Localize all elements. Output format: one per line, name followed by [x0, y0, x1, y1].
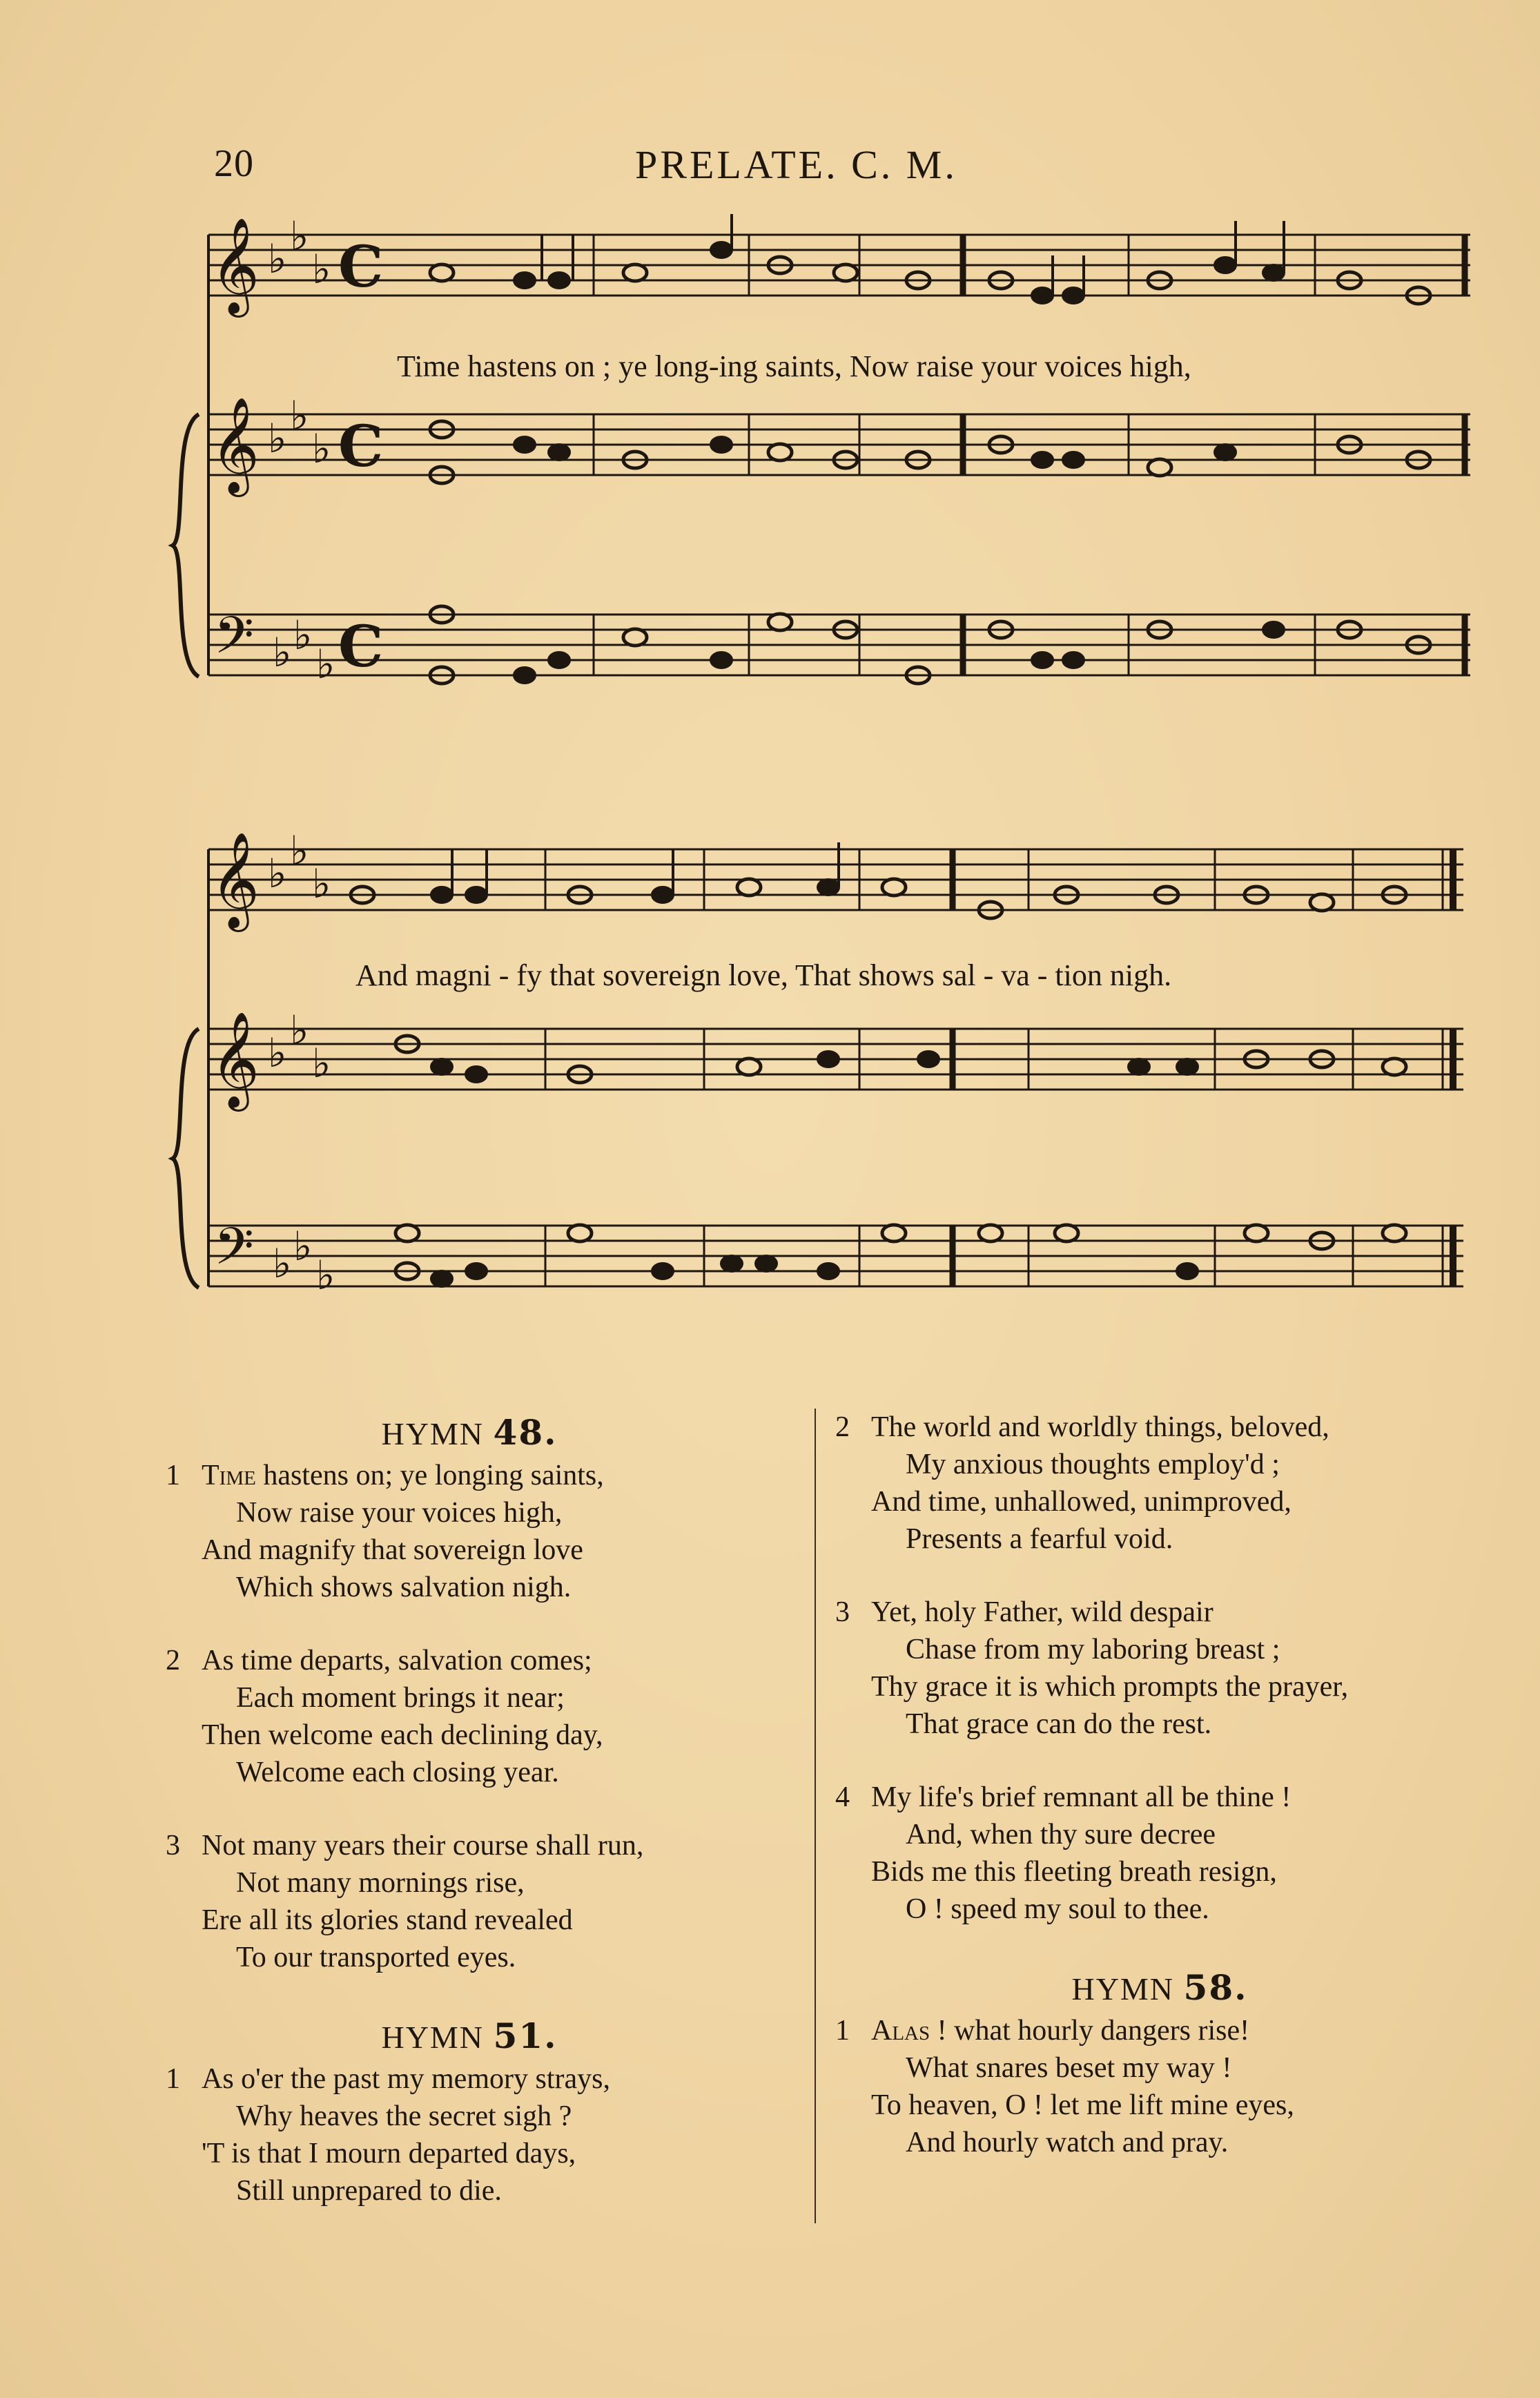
score-system-1 — [0, 207, 1540, 760]
svg-text:C: C — [338, 414, 384, 480]
music-system-2 — [0, 822, 1540, 1388]
svg-text:♭: ♭ — [290, 827, 309, 874]
svg-text:♭: ♭ — [312, 246, 331, 293]
hymn-58-stanza-1: 1 Alas ! what hourly dangers rise! What snares beset my way ! To heaven, O ! let me lift mine eyes, And hourly watch and pray. — [835, 2015, 1294, 2158]
svg-text:♭: ♭ — [268, 850, 287, 897]
svg-text:♭: ♭ — [293, 612, 313, 659]
svg-text:♭: ♭ — [268, 235, 287, 282]
svg-text:♭: ♭ — [316, 1252, 335, 1299]
treble-clef-icon: 𝄞 — [211, 832, 260, 928]
treble-clef-icon: 𝄞 — [211, 397, 260, 493]
svg-text:♭: ♭ — [312, 860, 331, 907]
page-header — [207, 142, 1477, 204]
right-column — [828, 1409, 1491, 2197]
hymn-48-stanza-2: 2 As time departs, salvation comes; Each moment brings it near; Then welcome each declining day, Welcome each closing year. — [166, 1645, 603, 1788]
lyric-line-1: Time hastens on ; ye long-ing saints, Now raise your voices high, — [397, 349, 1191, 383]
left-column — [159, 1409, 780, 2245]
svg-text:♭: ♭ — [268, 1029, 287, 1076]
hymn-48-stanza-1: 1 Time hastens on; ye longing saints, Now raise your voices high, And magnify that sovereign love Which shows salvation nigh. — [166, 1460, 604, 1603]
bass-clef-icon: 𝄢 — [214, 606, 254, 678]
svg-text:♭: ♭ — [268, 415, 287, 462]
score-system-2 — [0, 822, 1540, 1388]
svg-text:♭: ♭ — [273, 629, 292, 676]
hymn-58-title: HYMN 58. — [1071, 1967, 1248, 2008]
svg-text:♭: ♭ — [312, 425, 331, 472]
svg-text:♭: ♭ — [293, 1223, 313, 1270]
svg-text:C: C — [338, 614, 384, 680]
page-title: PRELATE. C. M. — [635, 142, 957, 187]
column-divider — [815, 1409, 816, 2223]
music-system-1 — [0, 207, 1540, 760]
hymn-51-title: HYMN 51. — [381, 2015, 558, 2056]
svg-text:♭: ♭ — [273, 1240, 292, 1287]
svg-text:♭: ♭ — [290, 392, 309, 439]
treble-clef-icon: 𝄞 — [211, 217, 260, 313]
hymn-48-stanza-3: 3 Not many years their course shall run, Not many mornings rise, Ere all its glories stand revealed To our transported eyes. — [166, 1830, 644, 1973]
bass-clef-icon: 𝄢 — [214, 1217, 254, 1289]
hymn-51-stanza-4: 4 My life's brief remnant all be thine ! And, when thy sure decree Bids me this fleeting breath resign, O ! speed my soul to thee. — [835, 1781, 1292, 1925]
staff-melody-2 — [208, 849, 1463, 910]
hymn-51-stanza-3: 3 Yet, holy Father, wild despair Chase from my laboring breast ; Thy grace it is which prompts the prayer, That grace can do the rest. — [835, 1596, 1349, 1740]
hymn-48-title: HYMN 48. — [381, 1412, 558, 1453]
svg-text:C: C — [338, 234, 384, 300]
lyric-line-2: And magni - fy that sovereign love, That shows sal - va - tion nigh. — [355, 958, 1172, 992]
svg-text:♭: ♭ — [316, 641, 335, 688]
treble-clef-icon: 𝄞 — [211, 1012, 260, 1108]
hymn-51-stanza-2: 2 The world and worldly things, beloved, My anxious thoughts employ'd ; And time, unhallowed, unimproved, Presents a fearful void. — [835, 1411, 1329, 1555]
svg-text:♭: ♭ — [290, 1007, 309, 1054]
svg-text:♭: ♭ — [290, 213, 309, 260]
svg-text:♭: ♭ — [312, 1040, 331, 1087]
page-number: 20 — [214, 142, 254, 185]
hymn-51-stanza-1: 1 As o'er the past my memory strays, Why heaves the secret sigh ? 'T is that I mourn departed days, Still unprepared to die. — [166, 2063, 610, 2207]
